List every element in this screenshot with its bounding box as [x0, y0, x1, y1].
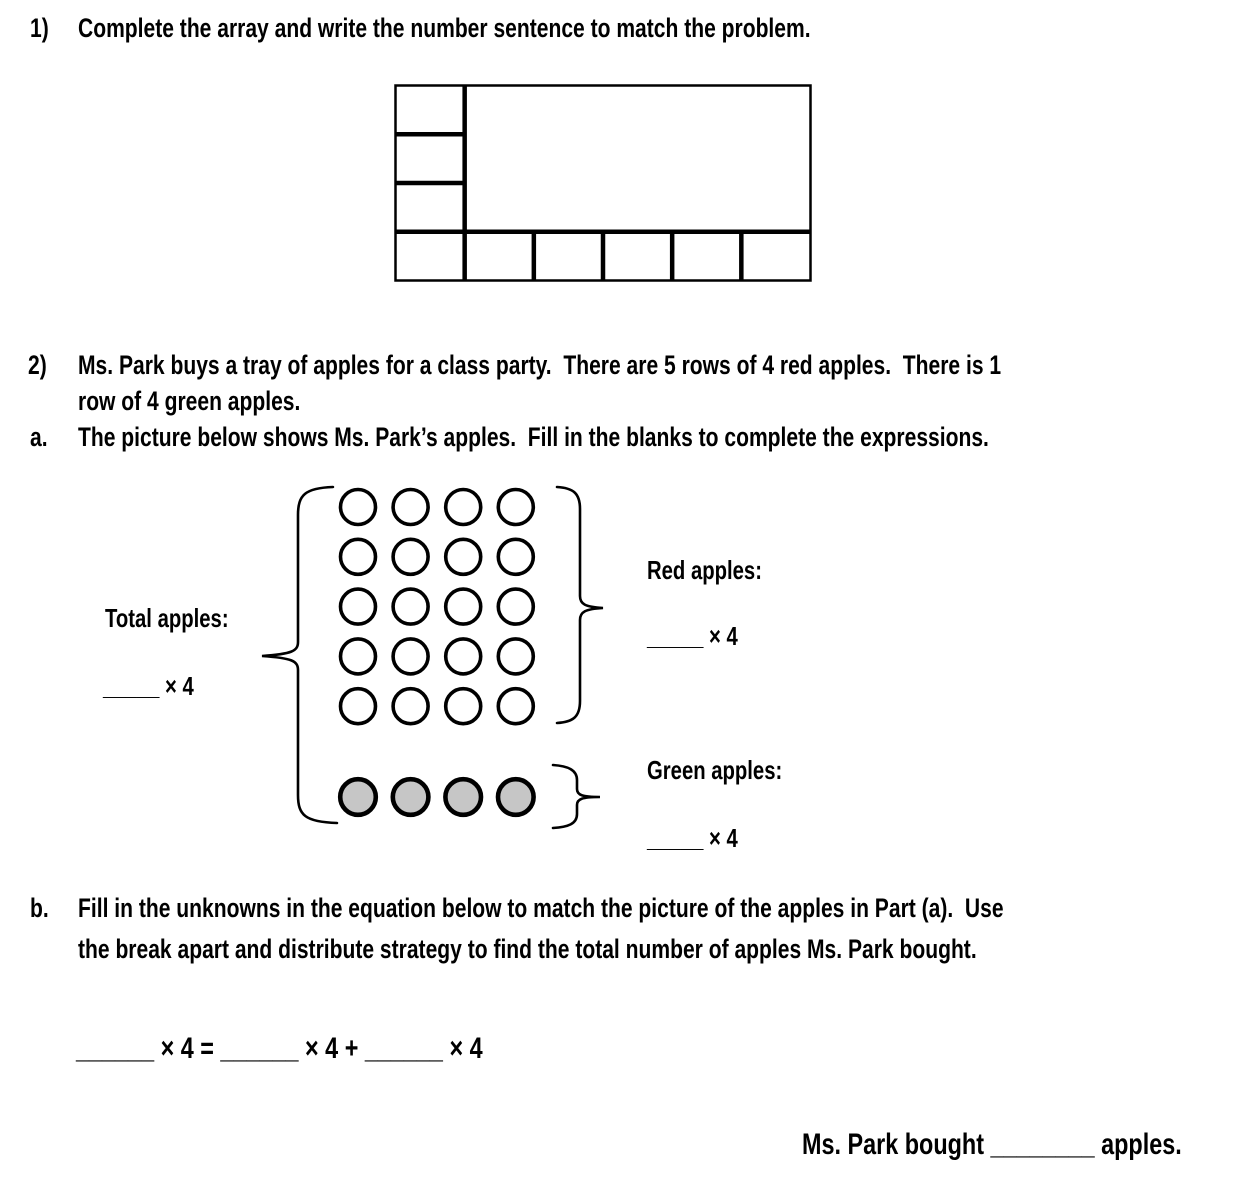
part-b-line1: Fill in the unknowns in the equation below to match the picture of the apples in Part (a). Use	[78, 893, 1004, 923]
red-apple-circle	[393, 539, 428, 574]
answer-sentence: Ms. Park bought ________ apples.	[802, 1128, 1182, 1161]
red-apples-brace	[557, 487, 603, 723]
red-apple-circle	[341, 639, 376, 674]
total-apples-label: Total apples:	[105, 603, 229, 633]
red-apples-blank: _____ × 4	[647, 621, 738, 651]
problem2-line1: Ms. Park buys a tray of apples for a class party. There are 5 rows of 4 red apples. There is 1	[78, 350, 1002, 380]
red-apple-circle	[446, 589, 481, 624]
green-apple-circle	[340, 779, 376, 815]
red-apple-circle	[341, 539, 376, 574]
red-apple-circle	[446, 639, 481, 674]
red-apple-circle	[446, 689, 481, 724]
red-apple-circle	[341, 490, 376, 525]
red-apples-label: Red apples:	[647, 555, 762, 585]
red-apple-circle	[341, 689, 376, 724]
total-brace	[262, 487, 337, 823]
red-apple-circle	[393, 490, 428, 525]
problem2-number: 2)	[28, 350, 47, 380]
problem1-title: Complete the array and write the number sentence to match the problem.	[78, 13, 811, 43]
red-apple-circle	[341, 589, 376, 624]
part-a-text: The picture below shows Ms. Park’s apples. Fill in the blanks to complete the expressions.	[78, 422, 989, 452]
part-a-marker: a.	[30, 422, 48, 452]
red-apple-circle	[393, 689, 428, 724]
red-apple-circle	[498, 639, 533, 674]
red-apple-circle	[498, 689, 533, 724]
green-apple-circle	[393, 779, 429, 815]
green-apples-label: Green apples:	[647, 755, 783, 785]
green-apples-brace	[553, 765, 600, 828]
array-grid-svg	[394, 84, 812, 282]
part-b-line2: the break apart and distribute strategy to find the total number of apples Ms. Park bought.	[78, 934, 977, 964]
total-apples-blank: _____ × 4	[103, 671, 194, 701]
red-apple-circle	[498, 589, 533, 624]
problem1-number: 1)	[30, 13, 49, 43]
green-apple-circle	[445, 779, 481, 815]
red-apple-circle	[393, 639, 428, 674]
red-apple-circle	[498, 539, 533, 574]
problem2-line2: row of 4 green apples.	[78, 386, 301, 416]
red-apple-circle	[393, 589, 428, 624]
red-apple-circle	[498, 490, 533, 525]
green-apple-circle	[498, 779, 534, 815]
break-apart-equation: ______ × 4 = ______ × 4 + ______ × 4	[76, 1032, 483, 1065]
apple-figure-svg	[250, 470, 650, 860]
part-b-marker: b.	[30, 893, 49, 923]
red-apple-circle	[446, 539, 481, 574]
green-apples-blank: _____ × 4	[647, 823, 738, 853]
red-apple-circle	[446, 490, 481, 525]
